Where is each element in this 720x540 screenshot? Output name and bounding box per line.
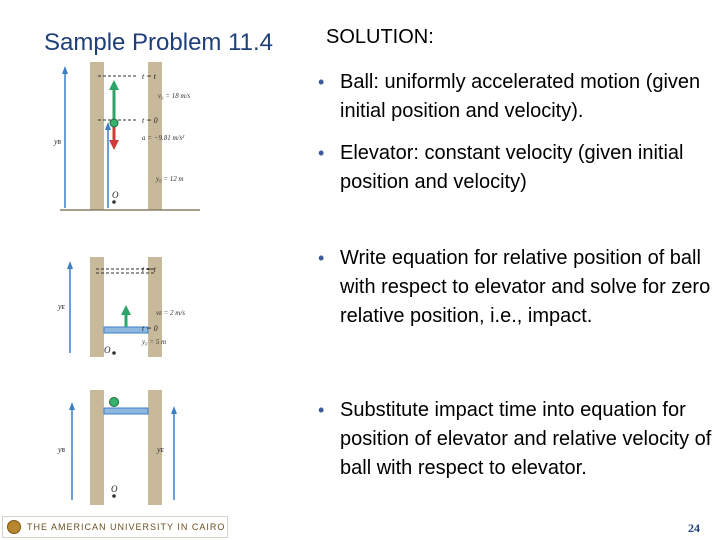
- yE-arrowhead: [67, 261, 73, 269]
- bullet-text: Ball: uniformly accelerated motion (given initial position and velocity).: [340, 71, 701, 122]
- slide-subtitle: SOLUTION:: [326, 26, 434, 48]
- yB-arrowhead: [62, 66, 68, 74]
- label-vE: vᴇ = 2 m/s: [156, 309, 186, 317]
- vE-arrowhead: [121, 305, 131, 315]
- bullet-text: Elevator: constant velocity (given initial position and velocity): [340, 142, 684, 193]
- label-yE: yᴇ: [58, 302, 65, 311]
- label-accel: a = −9.81 m/s²: [142, 134, 185, 142]
- impact-diagram: [50, 388, 250, 508]
- label-v0: v₀ = 18 m/s: [158, 92, 191, 100]
- origin-dot-icon: [112, 494, 116, 498]
- bullet-item: [318, 139, 713, 197]
- shaft-wall-left: [90, 257, 104, 357]
- bullet-item: [318, 68, 713, 126]
- yB-arrowhead: [69, 402, 75, 410]
- accel-arrowhead: [109, 140, 119, 150]
- label-yE: yᴇ: [157, 445, 164, 454]
- label-y0: y₀ = 12 m: [156, 175, 184, 183]
- label-yB: yʙ: [58, 445, 65, 454]
- bullet-text: Substitute impact time into equation for position of elevator and relative velocity of ball with respect to elevator.: [340, 399, 712, 479]
- elevator-platform: [104, 408, 148, 414]
- origin-dot-icon: [112, 351, 116, 355]
- label-t-eq-t: t = t: [142, 72, 156, 81]
- university-logo: [2, 516, 228, 538]
- label-origin: O: [104, 345, 111, 355]
- label-t-eq-0: t = 0: [142, 116, 158, 125]
- yE-arrowhead: [171, 406, 177, 414]
- label-t-eq-t: t = t: [142, 265, 156, 274]
- bullet-item: [318, 396, 713, 483]
- page-number: 24: [688, 521, 700, 535]
- v0-arrowhead: [109, 80, 119, 90]
- label-origin: O: [111, 484, 118, 494]
- ball-icon: [110, 398, 119, 407]
- shaft-wall-left: [90, 62, 104, 210]
- label-origin: O: [112, 190, 119, 200]
- bullet-item: [318, 244, 713, 331]
- label-yB: yʙ: [54, 137, 61, 146]
- bullet-dot: •: [318, 72, 325, 92]
- ball-shaft-diagram: [50, 60, 250, 215]
- university-seal-icon: [7, 520, 21, 534]
- ball-icon: [110, 119, 118, 127]
- slide-title: Sample Problem 11.4: [44, 29, 274, 56]
- elevator-shaft-diagram: [50, 255, 250, 360]
- shaft-wall-left: [90, 390, 104, 505]
- origin-dot-icon: [112, 200, 116, 204]
- bullet-dot: •: [318, 248, 325, 268]
- label-y0: y₀ = 5 m: [142, 338, 167, 346]
- bullet-dot: •: [318, 143, 325, 163]
- label-t-eq-0: t = 0: [142, 324, 158, 333]
- institution-name: THE AMERICAN UNIVERSITY IN CAIRO: [27, 522, 226, 532]
- bullet-dot: •: [318, 400, 325, 420]
- bullet-text: Write equation for relative position of ball with respect to elevator and solve for zero relative position, i.e., impact.: [340, 247, 711, 327]
